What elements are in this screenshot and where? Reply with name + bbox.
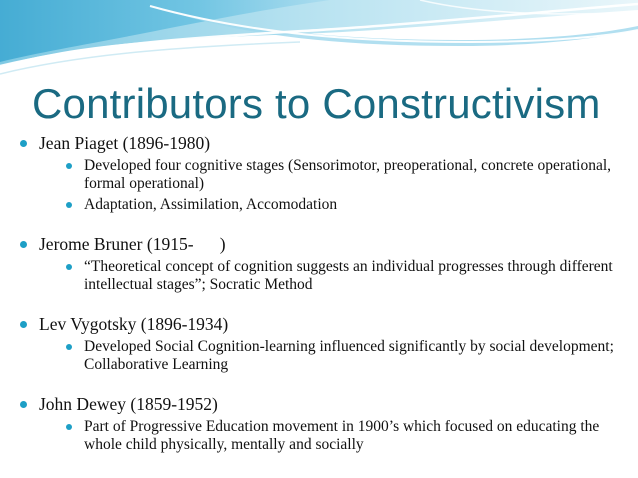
bullet-icon xyxy=(66,264,72,270)
bullet-icon xyxy=(20,321,27,328)
slide-content xyxy=(18,132,618,454)
sub-point xyxy=(18,157,618,193)
contributor-heading xyxy=(18,313,618,335)
bullet-icon xyxy=(66,424,72,430)
contributor-name: Jean Piaget (1896-1980) xyxy=(39,133,211,153)
bullet-icon xyxy=(66,163,72,169)
bullet-icon xyxy=(20,401,27,408)
slide-title: Contributors to Constructivism xyxy=(32,80,601,127)
sub-point xyxy=(18,258,618,294)
contributor-name: John Dewey (1859-1952) xyxy=(39,394,218,414)
bullet-icon xyxy=(20,241,27,248)
sub-point-text: Developed Social Cognition-learning influenced significantly by social development; Collaborative Learning xyxy=(84,338,614,373)
bullet-icon xyxy=(66,202,72,208)
bullet-icon xyxy=(66,344,72,350)
sub-point-text: “Theoretical concept of cognition suggests an individual progresses through different intellectual stages”; Socratic Method xyxy=(84,258,613,293)
sub-point-text: Adaptation, Assimilation, Accomodation xyxy=(84,196,338,213)
contributor-name: Lev Vygotsky (1896-1934) xyxy=(39,314,229,334)
contributor-heading xyxy=(18,132,618,154)
header-wave-banner xyxy=(0,0,638,80)
contributor-heading xyxy=(18,233,618,255)
sub-point xyxy=(18,418,618,454)
sub-point xyxy=(18,196,618,214)
sub-point xyxy=(18,338,618,374)
sub-point-text: Developed four cognitive stages (Sensorimotor, preoperational, concrete operational, formal operational) xyxy=(84,157,612,192)
bullet-icon xyxy=(20,140,27,147)
sub-point-text: Part of Progressive Education movement in 1900’s which focused on educating the whole child physically, mentally and socially xyxy=(84,418,600,453)
contributor-name: Jerome Bruner (1915- ) xyxy=(39,234,226,254)
contributor-heading xyxy=(18,393,618,415)
